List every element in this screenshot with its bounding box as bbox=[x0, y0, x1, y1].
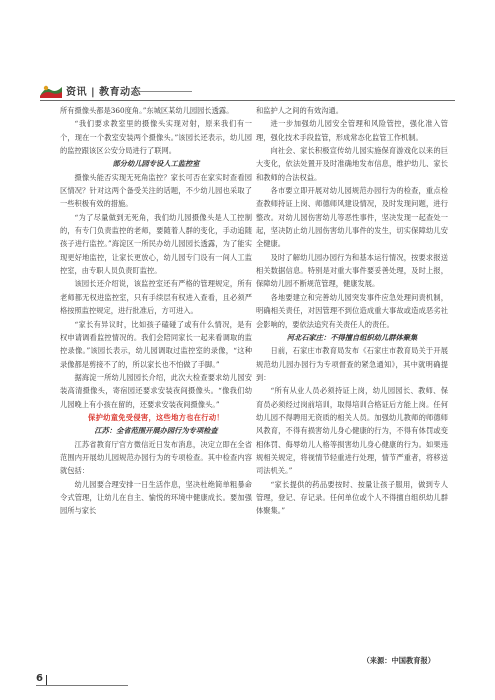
article-paragraph: “家长有异议时，比如孩子磕碰了或有什么情况，是有权申请调看监控情况的。我们会陪同家长一起来看调取的监控录像。”该园长表示，幼儿园调取过监控室的录像，“这种录像都是剪接不了的，所以家长也不怕做了手脚。” bbox=[60, 319, 252, 369]
page-number: 6 bbox=[36, 673, 43, 684]
header-divider-short bbox=[132, 91, 192, 92]
article-paragraph: 幼儿园要合理安排一日生活作息，坚决杜绝简单粗暴命令式管理，让幼儿在自主、愉悦的环境中健康成长。要加强园所与家长 bbox=[60, 479, 252, 516]
article-paragraph: “为了尽量做到无死角，我们幼儿园摄像头是人工控制的，有专门负责监控的老师，要随着人群的变化，手动追随孩子进行监控。”海淀区一所民办幼儿园园长透露，为了能实现更好地监控，让家长更放心，幼儿园专门设有一间人工监控室，由专职人员负责盯监控。 bbox=[60, 212, 252, 276]
article-paragraph: 向社会、家长积极宣传幼儿园实施保育游戏化以来的巨大变化，依法处置开及时准确地发布信息，维护幼儿、家长和教师的合法权益。 bbox=[256, 146, 448, 182]
article-subheading: 江苏：全省范围开展办园行为专项检查 bbox=[94, 426, 218, 436]
section-header bbox=[40, 82, 141, 98]
article-subheading: 河北石家庄：不得擅自组织幼儿群体聚集 bbox=[286, 332, 418, 342]
article-paragraph: 日前，石家庄市教育局发布《石家庄市教育局关于开展规范幼儿园办园行为专项督查的紧急通知》，其中就明确提到： bbox=[256, 346, 448, 382]
article-paragraph: 及时了解幼儿园办园行为和基本运行情况，按要求报送相关数据信息。特别是对重大事件要妥善处理，及时上报，保障幼儿园不断规范管理，健康发展。 bbox=[256, 252, 448, 289]
article-paragraph: 和监护人之间的有效沟通。 bbox=[256, 106, 344, 115]
article-paragraph: “我们要求教室里的摄像头实现对射，原来我们有一个，现在一个教室安装两个摄像头。”该园长还表示，幼儿园的监控跟该区公安分局进行了联网。 bbox=[60, 119, 252, 156]
page-number-bar bbox=[46, 675, 47, 685]
article-subheading: 保护幼童免受侵害，这些地方也在行动！ bbox=[88, 412, 224, 422]
article-paragraph: “家长提供的药品要按时、按量让孩子服用，做到专人管理，登记、存记录。任何单位或个人不得擅自组织幼儿群体聚集。” bbox=[256, 479, 448, 516]
header-divider bbox=[40, 100, 455, 101]
article-paragraph: 摄像头能否实现无死角监控？家长可否在家实时查看园区情况？针对这两个备受关注的话题，不少幼儿园也采取了一些积极有效的措施。 bbox=[60, 172, 252, 209]
right-column bbox=[256, 104, 448, 518]
article-paragraph: 所有摄像头都是360度角。”东城区某幼儿园园长透露。 bbox=[60, 106, 234, 115]
article-paragraph: 进一步加强幼儿园安全管理和风险管控，强化准入管理，强化技术手段监管，形成常态化监管工作机制。 bbox=[256, 119, 448, 142]
section-title: 资讯 | 教育动态 bbox=[66, 86, 142, 98]
article-paragraph: 江苏省教育厅官方微信近日发布消息，决定立即在全省范围内开展幼儿园规范办园行为的专项检查。其中检查内容就包括： bbox=[60, 439, 252, 476]
magazine-logo-icon bbox=[40, 83, 62, 97]
article-paragraph: 各市要立即开展对幼儿园规范办园行为的检查，重点检查教师持证上岗、师德师风建设情况，及时发现问题，进行整改。对幼儿园伤害幼儿等恶性事件，坚决发现一起查处一起，坚决防止幼儿园伤害幼儿事件的发生，切实保障幼儿安全健康。 bbox=[256, 186, 448, 249]
footer-divider bbox=[36, 685, 128, 686]
article-subheading: 部分幼儿园专设人工监控室 bbox=[112, 159, 200, 169]
article-source: （来源：中国教育报） bbox=[362, 656, 435, 665]
article-paragraph: 该园长还介绍说，该监控室还有严格的管理规定，所有老师都无权进监控室，只有手续层有权进入查看，且必须严格按照监控规定，进行批准后，方可进入。 bbox=[60, 279, 252, 316]
article-paragraph: 据海淀一所幼儿园园长介绍，此次大检查要求幼儿园安装高清摄像头，寄宿园还要求安装夜间摄像头。“像我们幼儿园晚上有小孩在留的，还要求安装夜间摄像头。” bbox=[60, 372, 252, 409]
article-paragraph: “所有从业人员必须持证上岗，幼儿园园长、教师、保育员必须经过岗前培训，取得培训合格证后方能上岗。任何幼儿园不得聘用无资质的相关人员。加强幼儿教师的师德师风教育，不得有损害幼儿身心健康的行为，不得有体罚或变相体罚、侮辱幼儿人格等损害幼儿身心健康的行为。如果违规相关规定，将视情节轻重进行处理，情节严重者，将移送司法机关。” bbox=[256, 386, 448, 476]
left-column bbox=[60, 104, 252, 518]
article-paragraph: 各地要建立和完善幼儿园突发事件应急处理问责机制，明确相关责任，对因管理不到位造成重大事故或造成恶劣社会影响的，要依法追究有关责任人的责任。 bbox=[256, 292, 448, 329]
